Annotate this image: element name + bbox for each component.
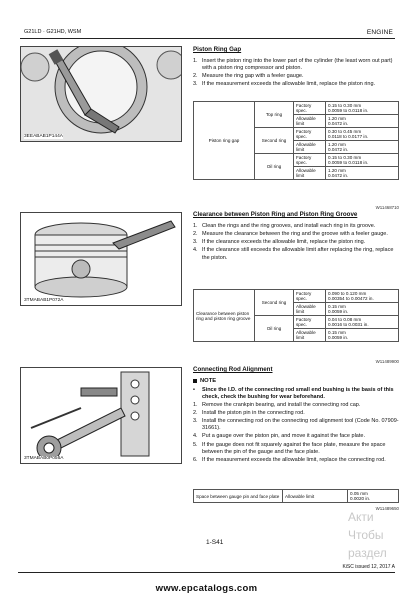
spec-kind: Factory spec.	[294, 154, 326, 167]
spec-kind: Factory spec.	[294, 128, 326, 141]
note-heading: NOTE	[193, 378, 399, 386]
spec-kind: Factory spec.	[294, 102, 326, 115]
spec-values: 1.20 mm 0.0472 in.	[326, 115, 399, 128]
page-number: 1-S41	[206, 539, 224, 546]
spec-kind: Factory spec.	[294, 316, 326, 329]
reference-code: W11489900	[375, 359, 399, 364]
ring-name: Second ring	[255, 290, 294, 316]
figure-illustration	[21, 47, 181, 141]
table-label: Space between gauge pin and face plate	[194, 490, 283, 503]
steps-list	[193, 402, 399, 464]
step-item: 3. If the measurement exceeds the allowable limit, replace the piston ring.	[193, 81, 376, 88]
step-item: 4. Put a gauge over the piston pin, and move it against the face plate.	[193, 433, 365, 440]
ring-name: Second ring	[255, 128, 294, 154]
step-item: 1. Insert the piston ring into the lower part of the cylinder (the least worn out part) with a piston ring compressor and piston.	[193, 58, 393, 72]
spec-kind: Factory spec.	[294, 290, 326, 303]
spec-values: 0.15 mm 0.0059 in.	[326, 329, 399, 342]
spec-kind: Allowable limit	[283, 490, 348, 503]
step-item: 1. Remove the crankpin bearing, and install the connecting rod cap.	[193, 401, 361, 408]
figure-connecting-rod-alignment	[20, 367, 182, 464]
header-rule	[20, 38, 395, 39]
steps-list	[193, 58, 399, 89]
overlay-text: Чтобы	[348, 528, 384, 542]
spec-values: 0.30 to 0.45 mm 0.0118 to 0.0177 in.	[326, 128, 399, 141]
spec-kind: Allowable limit	[294, 167, 326, 180]
step-item: 2. Measure the clearance between the ring and the groove with a feeler gauge.	[193, 231, 388, 238]
ring-name: Oil ring	[255, 154, 294, 180]
note-square-icon	[193, 379, 197, 383]
figure-caption: 3EEABAB1P144A	[24, 134, 63, 139]
step-item: 1. Clean the rings and the ring grooves, and install each ring in its groove.	[193, 223, 376, 230]
spec-kind: Allowable limit	[294, 141, 326, 154]
footer-rule	[18, 572, 395, 573]
step-item: 2. Install the piston pin in the connecting rod.	[193, 410, 305, 417]
ring-name: Top ring	[255, 102, 294, 128]
table-label: Piston ring gap	[194, 102, 255, 180]
section-connecting-rod-alignment	[193, 366, 399, 465]
spec-kind: Allowable limit	[294, 303, 326, 316]
step-item: 4. If the clearance still exceeds the allowable limit after replacing the ring, replace the piston.	[193, 247, 394, 261]
step-item: 2. Measure the ring gap with a feeler gauge.	[193, 73, 304, 80]
step-item: 3. If the clearance exceeds the allowable limit, replace the piston ring.	[193, 239, 366, 246]
note-text: • Since the I.D. of the connecting rod small end bushing is the basis of this check, check the bushing for wear beforehand.	[193, 386, 394, 400]
section-title: Clearance between Piston Ring and Piston Ring Groove	[193, 211, 358, 218]
spec-values: 0.04 to 0.08 mm 0.0016 to 0.0031 in.	[326, 316, 399, 329]
spec-values: 1.20 mm 0.0472 in.	[326, 141, 399, 154]
site-watermark: www.epcatalogs.com	[155, 583, 258, 594]
step-item: 6. If the measurement exceeds the allowable limit, replace the connecting rod.	[193, 456, 386, 463]
spec-kind: Allowable limit	[294, 329, 326, 342]
figure-ring-groove-clearance	[20, 212, 182, 306]
step-item: 3. Install the connecting rod on the connecting rod alignment tool (Code No. 07909-31661).	[193, 418, 399, 432]
figure-illustration	[21, 368, 181, 463]
spec-values: 0.15 mm 0.0059 in.	[326, 303, 399, 316]
spec-values: 1.20 mm 0.0472 in.	[326, 167, 399, 180]
overlay-text: раздел	[348, 546, 387, 560]
spec-values: 0.15 to 0.30 mm 0.0059 to 0.0118 in.	[326, 102, 399, 115]
figure-caption: 3TMABAB0P056A	[24, 456, 64, 461]
spec-table-ring-gap	[193, 101, 399, 180]
section-title: Connecting Rod Alignment	[193, 366, 273, 373]
figure-illustration	[21, 213, 181, 305]
spec-table-groove-clearance	[193, 289, 399, 342]
ring-name: Oil ring	[255, 316, 294, 342]
section-ring-groove-clearance	[193, 211, 399, 263]
spec-values: 0.15 to 0.30 mm 0.0059 to 0.0118 in.	[326, 154, 399, 167]
header-section: ENGINE	[366, 29, 393, 36]
spec-table-rod-alignment	[193, 489, 399, 503]
spec-values: 0.090 to 0.120 mm 0.00354 to 0.00472 in.	[326, 290, 399, 303]
reference-code: W11468710	[375, 205, 399, 210]
table-label: Clearance between piston ring and piston ring groove	[194, 290, 255, 342]
step-item: 5. If the gauge does not fit squarely against the face plate, measure the space between the pin of the gauge and the face plate.	[193, 441, 386, 455]
issue-note: KiSC issued 12, 2017 A	[342, 564, 395, 570]
reference-code: W11489650	[375, 506, 399, 511]
figure-piston-ring-gap	[20, 46, 182, 142]
spec-kind: Allowable limit	[294, 115, 326, 128]
overlay-text: Акти	[348, 510, 374, 524]
figure-caption: 3TMABAB1P072A	[24, 298, 64, 303]
steps-list	[193, 223, 399, 262]
section-title: Piston Ring Gap	[193, 46, 242, 53]
header-model: G21LD · G21HD, WSM	[24, 29, 82, 35]
spec-values: 0.05 mm 0.0020 in.	[348, 490, 399, 503]
section-piston-ring-gap	[193, 46, 399, 90]
